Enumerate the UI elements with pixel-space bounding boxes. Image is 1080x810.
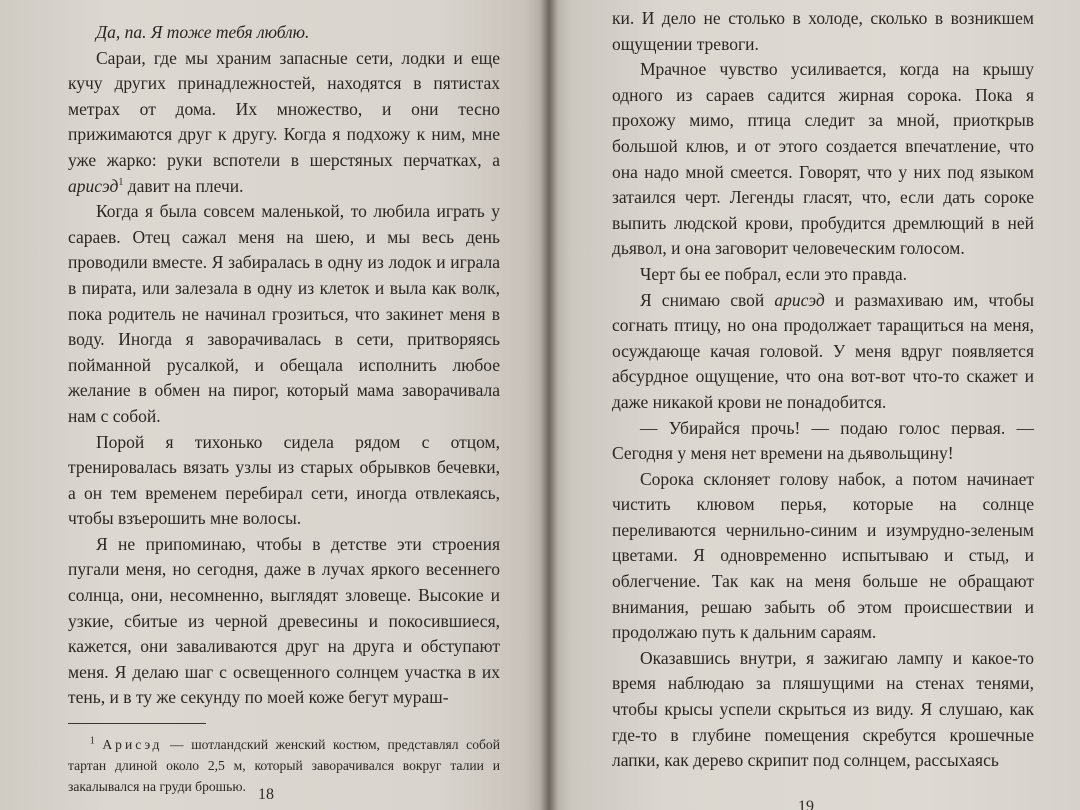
footnote-divider	[68, 723, 206, 724]
paragraph-text-tail: и размахиваю им, чтобы согнать птицу, но она продолжает таращиться на меня, осуждающе качая головой. У меня вдруг появляется абсурдное ощущение, что она вот-вот что-то скажет и даже никакой крови не понадобится.	[612, 289, 1035, 412]
footnote-text	[68, 734, 500, 797]
paragraph: Черт бы ее побрал, если это правда.	[640, 263, 908, 284]
paragraph: Я не припоминаю, чтобы в детстве эти строения пугали меня, но сегодня, даже в лучах яркого весеннего солнца, они, несомненно, выглядят зловеще. Высокие и узкие, сбитые из черной древесины и покосившиеся, кажется, они заваливаются друг на друга и обступают меня. Я делаю шаг с освещенного солнцем участка в их тень, и в ту же секунду по моей коже бегут мураш-	[68, 533, 500, 708]
paragraph-text-tail: давит на плечи.	[123, 175, 244, 196]
italic-term: арисэд	[68, 175, 119, 196]
italic-dialogue: Да, па. Я тоже тебя люблю.	[96, 22, 310, 42]
italic-term: арисэд	[774, 289, 825, 310]
paragraph: ки. И дело не столько в холоде, сколько в возникшем ощущении тревоги.	[612, 8, 1034, 54]
paragraph	[68, 46, 500, 200]
footnote	[68, 734, 500, 797]
left-page-text	[68, 20, 500, 711]
footnote-marker: 1	[118, 176, 124, 188]
book-gutter-shadow	[540, 0, 558, 810]
paragraph-text: Я снимаю свой	[640, 289, 765, 310]
paragraph	[612, 288, 1034, 416]
page-number-right: 19	[798, 798, 814, 810]
footnote-term: Арисэд	[102, 737, 163, 753]
paragraph: Оказавшись внутри, я зажигаю лампу и какое-то время наблюдаю за пляшущими на стенах тенями, чтобы крысы успели скрыться из виду. Я слушаю, как где-то в глубине помещения скребутся крошечные лапки, как дерево скрипит под солнцем, рассыхаясь	[612, 647, 1034, 771]
right-page	[548, 0, 1080, 810]
paragraph	[68, 20, 500, 46]
footnote-number: 1	[89, 735, 95, 747]
paragraph: Сорока склоняет голову набок, а потом начинает чистить клювом перья, которые на солнце переливаются чернильно-синим и изумрудно-зеленым цветами. Я одновременно испытываю и стыд, и облегчение. Так как на меня больше не обращают внимания, решаю забыть об этом происшествии и продолжаю путь к дальним сараям.	[612, 468, 1034, 643]
paragraph: — Убирайся прочь! — подаю голос первая. — Сегодня у меня нет времени на дьявольщину!	[612, 417, 1034, 464]
paragraph: Когда я была совсем маленькой, то любила играть у сараев. Отец сажал меня на шею, и мы весь день проводили вместе. Я забиралась в одну из лодок и играла в пирата, или залезала в одну из клеток и выла как волк, пока родитель не начинал грозиться, что закинет меня в воду. Иногда я заворачивалась в сети, притворяясь пойманной русалкой, и обещала исполнить любое желание в обмен на пирог, который мама заворачивала нам с собой.	[68, 201, 500, 426]
page-number-left: 18	[258, 786, 274, 803]
paragraph-text: Сараи, где мы храним запасные сети, лодки и еще кучу других принадлежностей, находятся в пятистах метрах от дома. Их множество, и они тесно прижимаются друг к другу. Когда я подхожу к ним, мне уже жарко: руки вспотели в шерстяных перчатках, а	[68, 47, 500, 170]
paragraph: Порой я тихонько сидела рядом с отцом, тренировалась вязать узлы из старых обрывков бечевки, а он тем временем перебирал сети, иногда отвлекаясь, чтобы взъерошить мне волосы.	[68, 431, 500, 529]
paragraph: Мрачное чувство усиливается, когда на крышу одного из сараев садится жирная сорока. Пока я прохожу мимо, птица следит за мной, приоткрыв большой клюв, и от этого создается впечатление, что она надо мной смеется. Говорят, что у них под языком затаился черт. Легенды гласят, что, если дать сороке выпить людской крови, пробудится дремлющий в ней дьявол, и она заговорит человеческим голосом.	[612, 59, 1034, 259]
footnote-body: — шотландский женский костюм, представлял собой тартан длиной около 2,5 м, который заворачивался вокруг талии и закалывался на груди брошью.	[68, 737, 500, 795]
right-page-text	[612, 6, 1034, 774]
